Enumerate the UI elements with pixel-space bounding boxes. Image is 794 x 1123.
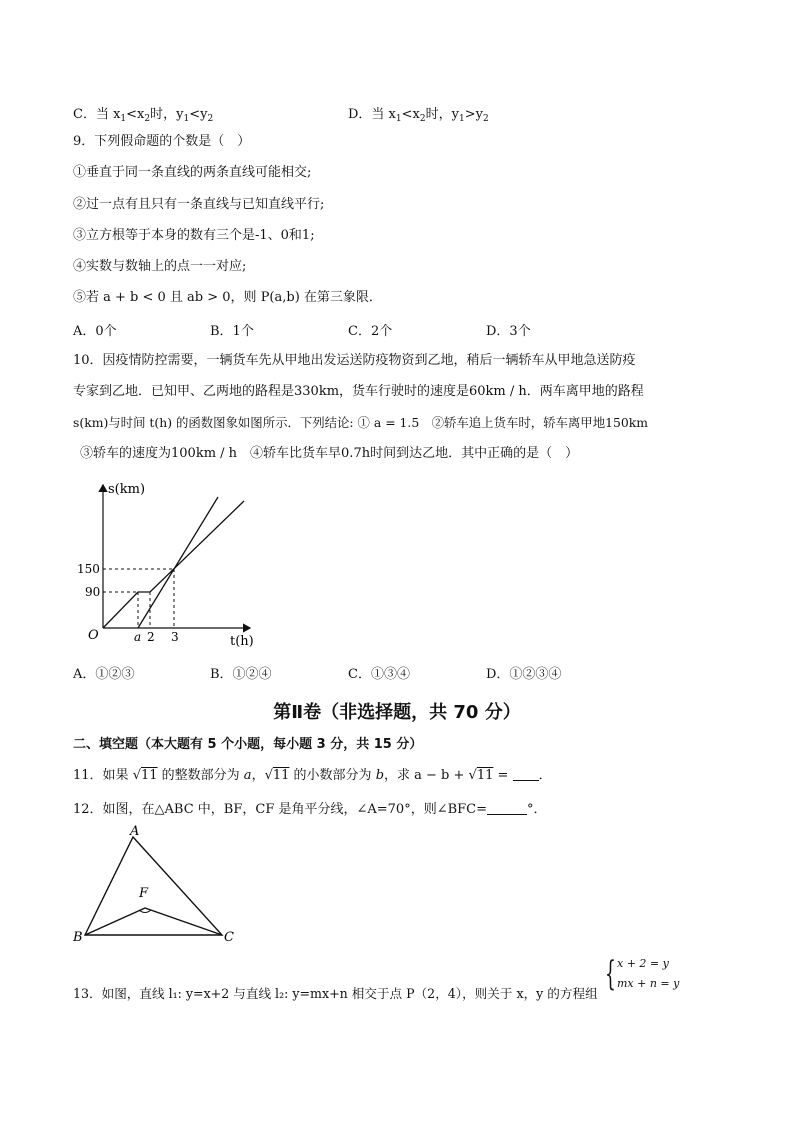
vertex-b: B: [73, 930, 83, 945]
q10-option-d: D．①②③④: [486, 667, 562, 682]
q9-item-3: ③立方根等于本身的数有三个是-1、0和1;: [73, 228, 315, 243]
q9-item-4: ④实数与数轴上的点一一对应;: [73, 259, 247, 274]
q10-option-a: A．①②③: [73, 667, 135, 682]
q9-option-c: C．2个: [348, 324, 393, 339]
q10-line-1: 10．因疫情防控需要，一辆货车先从甲地出发运送防疫物资到乙地，稍后一辆轿车从甲地急送防疫: [73, 353, 636, 368]
x-tick-a: a: [134, 630, 142, 644]
q9-item-2: ②过一点有且只有一条直线与已知直线平行;: [73, 197, 325, 212]
q9-item-1: ①垂直于同一条直线的两条直线可能相交;: [73, 165, 312, 180]
triangle-abc: [85, 837, 222, 935]
car-line: [138, 497, 218, 628]
q9-stem: 9．下列假命题的个数是（ ）: [73, 134, 251, 149]
equation-2: mx + n = y: [617, 977, 680, 990]
section-2-title: 第Ⅱ卷（非选择题，共 70 分）: [273, 702, 521, 723]
q12-triangle-figure: [70, 822, 245, 947]
brace: {: [605, 954, 616, 994]
q11-answer-blank: [513, 768, 539, 781]
q8-option-c: C．当 $x_1<x_2$时，$y_1<y_2$: [73, 107, 214, 124]
q12-answer-blank: [487, 802, 527, 815]
point-f: F: [139, 886, 149, 901]
q10-function-graph: [77, 475, 270, 650]
q11-text: 11．如果 √11 的整数部分为 a，√11 的小数部分为 b，求 a − b + √11 = ．: [73, 768, 552, 783]
vertex-a: A: [130, 824, 140, 839]
q8-option-d: D．当 $x_1<x_2$时，$y_1>y_2$: [348, 107, 489, 124]
y-tick-90: 90: [85, 585, 101, 599]
x-tick-3: 3: [171, 630, 179, 644]
y-axis-label: s(km): [108, 482, 146, 497]
origin-label: O: [88, 628, 99, 643]
truck-line: [103, 501, 244, 628]
vertex-c: C: [224, 930, 234, 945]
q10-line-3: s(km)与时间 t(h) 的函数图象如图所示．下列结论: ① a = 1.5 ②轿车追上货车时，轿车离甲地150km: [73, 415, 648, 430]
q10-line-2: 专家到乙地．已知甲、乙两地的路程是330km，货车行驶时的速度是60km / h．两车离甲地的路程: [73, 384, 644, 399]
q9-option-a: A．0个: [73, 324, 117, 339]
q9-option-b: B．1个: [210, 324, 254, 339]
equation-1: x + 2 = y: [617, 957, 669, 970]
q10-option-b: B．①②④: [210, 667, 272, 682]
x-axis-label: t(h): [230, 634, 254, 649]
q9-option-d: D．3个: [486, 324, 531, 339]
fill-in-heading: 二、填空题（本大题有 5 个小题，每小题 3 分，共 15 分）: [73, 737, 423, 752]
q12-text: 12．如图，在△ABC 中，BF，CF 是角平分线，∠A=70°，则∠BFC= °．: [73, 802, 547, 817]
x-tick-2: 2: [147, 630, 155, 644]
q9-item-5: ⑤若 a + b < 0 且 ab > 0，则 P(a,b) 在第三象限．: [73, 290, 382, 305]
y-tick-150: 150: [77, 562, 100, 576]
q13-text: 13．如图，直线 l₁: y=x+2 与直线 l₂: y=mx+n 相交于点 P（2，4），则关于 x，y 的方程组: [73, 986, 598, 1001]
q10-option-c: C．①③④: [348, 667, 410, 682]
q10-line-4: ③轿车的速度为100km / h ④轿车比货车早0.7h时间到达乙地．其中正确的是（ ）: [80, 446, 579, 461]
